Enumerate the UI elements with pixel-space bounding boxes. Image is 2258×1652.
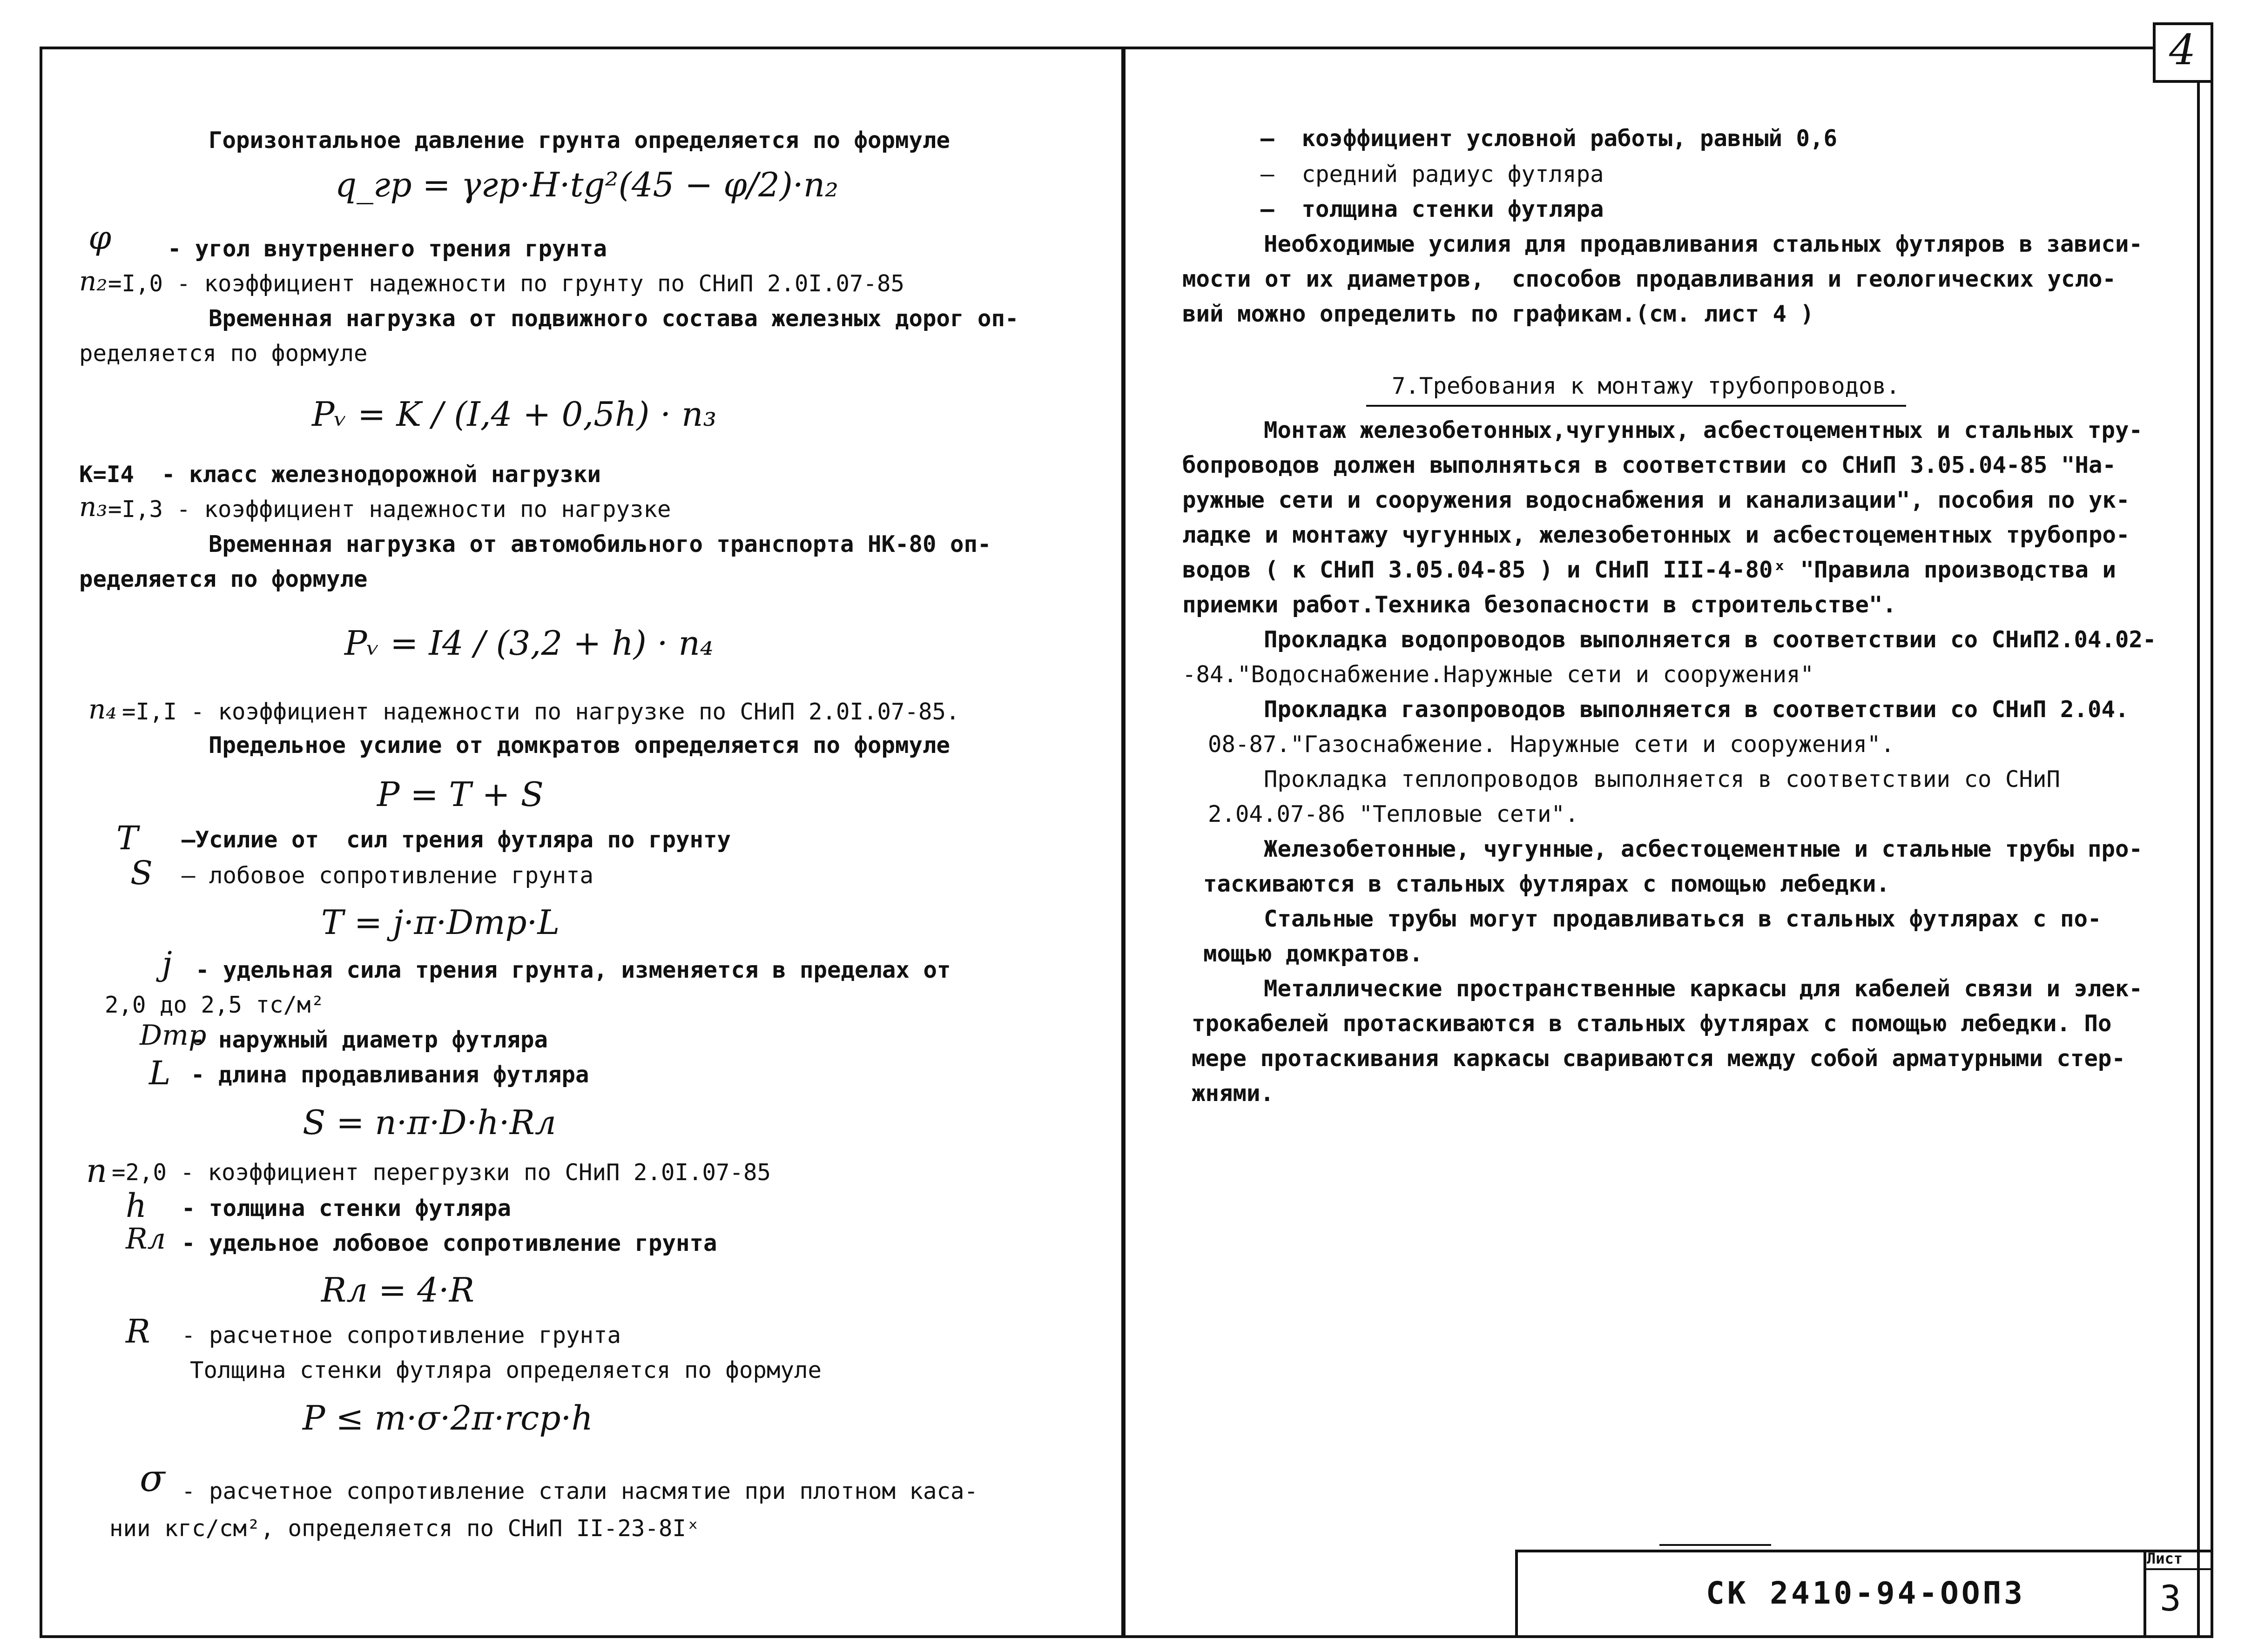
symbol-n: n	[86, 1152, 108, 1190]
text-line: таскиваются в стальных футлярах с помощью лебедки.	[1203, 871, 1890, 897]
text-line: – средний радиус футляра	[1260, 161, 1604, 188]
stamp-left-line	[1515, 1550, 1518, 1638]
text-line: - расчетное сопротивление грунта	[182, 1322, 621, 1349]
text-line: мере протаскивания каркасы свариваются между собой арматурными стер-	[1192, 1045, 2126, 1072]
text-line: —Усилие от сил трения футляра по грунту	[182, 826, 731, 853]
symbol-t: T	[116, 819, 138, 857]
text-line: Монтаж железобетонных,чугунных, асбестоцементных и стальных тру-	[1264, 417, 2143, 443]
text-line: - удельное лобовое сопротивление грунта	[182, 1230, 717, 1256]
document-code: СК 2410-94-ООПЗ	[1706, 1575, 2026, 1611]
text-line: Временная нагрузка от подвижного состава железных дорог оп-	[209, 305, 1019, 332]
text-line: Предельное усилие от домкратов определяется по формуле	[209, 732, 950, 759]
formula-friction: T = j·π·Dтр·L	[321, 903, 560, 942]
text-line: – толщина стенки футляра	[1260, 196, 1604, 222]
text-line: =I,I - коэффициент надежности по нагрузке по СНиП 2.0I.07-85.	[122, 698, 960, 725]
text-line: Металлические пространственные каркасы для кабелей связи и элек-	[1264, 975, 2143, 1002]
text-line: Толщина стенки футляра определяется по формуле	[190, 1357, 822, 1383]
text-line: 2,0 до 2,5 тс/м²	[105, 992, 325, 1018]
formula-jack-force: P = T + S	[377, 775, 544, 814]
text-line: - длина продавливания футляра	[191, 1061, 589, 1088]
symbol-h: h	[126, 1187, 147, 1225]
text-line: =I,0 - коэффициент надежности по грунту по СНиП 2.0I.07-85	[108, 270, 905, 297]
text-line: мощью домкратов.	[1203, 940, 1423, 967]
text-line: Стальные трубы могут продавливаться в стальных футлярах с по-	[1264, 906, 2102, 932]
sheet-number: 3	[2160, 1578, 2181, 1619]
text-line: жнями.	[1192, 1080, 1274, 1107]
stamp-sheet-divider	[2143, 1550, 2146, 1638]
stamp-sheet-line	[2143, 1568, 2213, 1570]
symbol-rl: Rл	[126, 1222, 166, 1256]
text-line: 2.04.07-86 "Тепловые сети".	[1208, 801, 1579, 827]
text-line: - толщина стенки футляра	[182, 1195, 512, 1222]
text-line: ределяется по формуле	[79, 340, 368, 367]
text-line: =I,3 - коэффициент надежности по нагрузке	[108, 496, 671, 523]
text-line: ладке и монтажу чугунных, железобетонных и асбестоцементных трубопро-	[1182, 522, 2130, 548]
stamp-top-line	[1515, 1550, 2213, 1552]
formula-frontal-resistance: S = n·π·D·h·Rл	[303, 1103, 556, 1142]
text-line: мости от их диаметров, способов продавливания и геологических усло-	[1182, 266, 2116, 292]
text-line: - расчетное сопротивление стали насмятие при плотном каса-	[182, 1478, 978, 1504]
symbol-n4: n₄	[88, 693, 117, 725]
symbol-n3: n₃	[79, 491, 108, 523]
text-line: – коэффициент условной работы, равный 0,6	[1260, 125, 1838, 152]
formula-railway-load: Pᵥ = K / (I,4 + 0,5h) · n₃	[312, 395, 717, 434]
text-line: приемки работ.Техника безопасности в строительстве".	[1182, 591, 1897, 618]
section-heading: 7.Требования к монтажу трубопроводов.	[1392, 373, 1900, 399]
text-line: 08-87."Газоснабжение. Наружные сети и сооружения".	[1208, 731, 1895, 758]
text-line: Прокладка водопроводов выполняется в соответствии со СНиП2.04.02-	[1264, 626, 2157, 653]
right-inner-border	[2197, 79, 2200, 1638]
text-line: Необходимые усилия для продавливания стальных футляров в зависи-	[1264, 231, 2143, 257]
sheet-label: Лист	[2147, 1550, 2183, 1567]
text-line: Прокладка газопроводов выполняется в соответствии со СНиП 2.04.	[1264, 696, 2129, 723]
text-line: Горизонтальное давление грунта определяется по формуле	[209, 127, 950, 154]
heading-underline	[1366, 405, 1906, 407]
stamp-mark-line	[1659, 1544, 1771, 1546]
text-line: — лобовое сопротивление грунта	[182, 862, 594, 889]
symbol-n2: n₂	[79, 265, 108, 297]
text-line: Прокладка теплопроводов выполняется в соответствии со СНиП	[1264, 766, 2061, 792]
symbol-j: j	[162, 945, 172, 983]
text-line: Временная нагрузка от автомобильного транспорта НК-80 оп-	[209, 531, 991, 557]
symbol-sigma: σ	[140, 1457, 165, 1500]
page-number: 4	[2169, 26, 2196, 74]
formula-vehicle-load: Pᵥ = I4 / (3,2 + h) · n₄	[344, 624, 714, 663]
text-line: - угол внутреннего трения грунта	[168, 235, 607, 262]
symbol-dtr: Dтр	[140, 1019, 207, 1052]
symbol-l: L	[149, 1054, 171, 1092]
symbol-phi: φ	[88, 219, 112, 257]
text-line: К=I4 - класс железнодорожной нагрузки	[79, 461, 601, 488]
text-line: Железобетонные, чугунные, асбестоцементные и стальные трубы про-	[1264, 836, 2143, 862]
text-line: - наружный диаметр футляра	[191, 1027, 548, 1053]
text-line: бопроводов должен выполняться в соответствии со СНиП 3.05.04-85 "На-	[1182, 452, 2116, 478]
symbol-s: S	[130, 854, 153, 892]
formula-horizontal-pressure: q_гр = γгр·H·tg²(45 − φ/2)·n₂	[335, 165, 839, 204]
text-line: водов ( к СНиП 3.05.04-85 ) и СНиП III-4-80ˣ "Правила производства и	[1182, 557, 2116, 583]
symbol-r: R	[126, 1312, 150, 1350]
text-line: ределяется по формуле	[79, 566, 368, 592]
text-line: - удельная сила трения грунта, изменяется в пределах от	[195, 957, 951, 983]
text-line: нии кгс/см², определяется по СНиП II-23-8Iˣ	[109, 1515, 700, 1542]
text-line: -84."Водоснабжение.Наружные сети и сооружения"	[1182, 661, 1814, 688]
text-line: вий можно определить по графикам.(см. лист 4 )	[1182, 301, 1814, 327]
text-line: трокабелей протаскиваются в стальных футлярах с помощью лебедки. По	[1192, 1010, 2112, 1037]
formula-wall-thickness: P ≤ m·σ·2π·rср·h	[303, 1398, 593, 1437]
formula-rl: Rл = 4·R	[321, 1270, 475, 1310]
text-line: =2,0 - коэффициент перегрузки по СНиП 2.0I.07-85	[112, 1159, 771, 1186]
text-line: ружные сети и сооружения водоснабжения и канализации", пособия по ук-	[1182, 487, 2130, 513]
